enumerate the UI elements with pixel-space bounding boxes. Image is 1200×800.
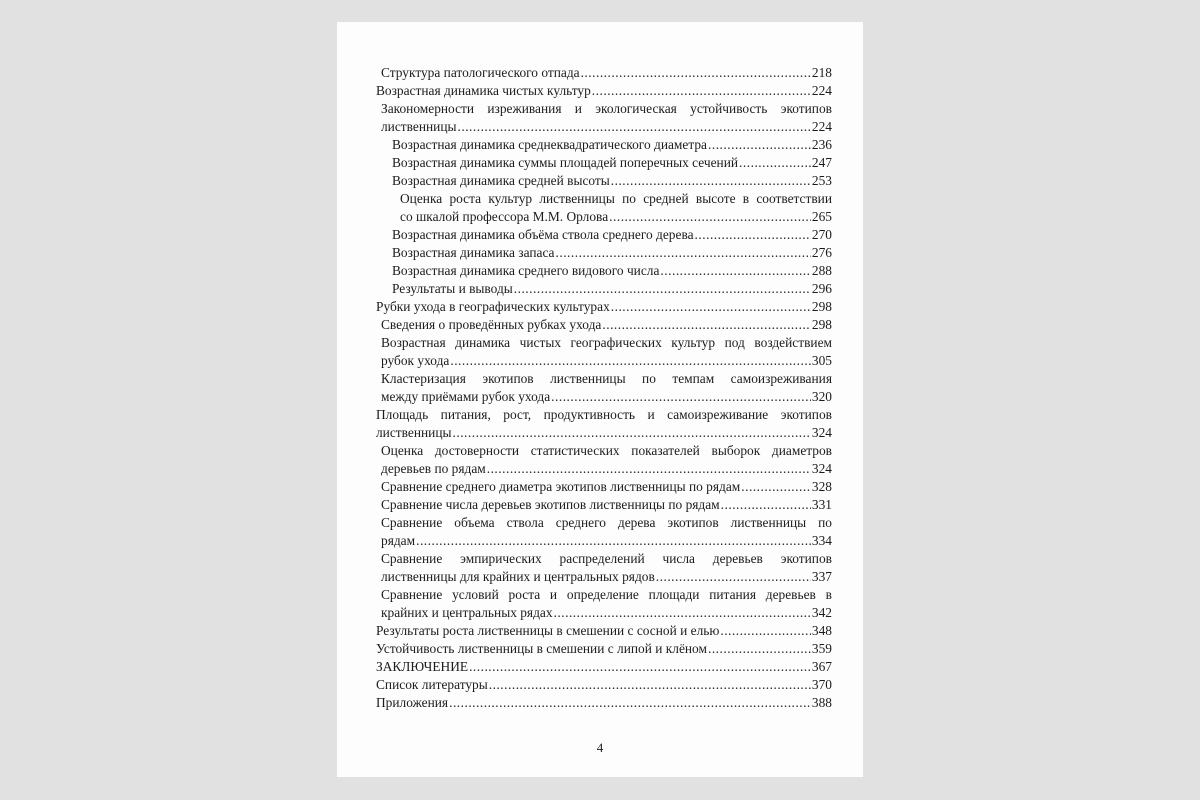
- toc-entry-line[interactable]: [381, 100, 832, 118]
- toc-page-number: 247: [811, 155, 832, 170]
- dot-leader: [708, 136, 811, 154]
- toc-entry[interactable]: [400, 208, 832, 226]
- toc-page-number: 265: [811, 209, 832, 224]
- toc-entry-title: Возрастная динамика средней высоты: [392, 173, 610, 188]
- toc-entry[interactable]: [381, 352, 832, 370]
- toc-entry-title: Площадь питания, рост, продуктивность и самоизреживание экотипов: [376, 407, 832, 422]
- toc-entry-title: Возрастная динамика чистых географических культур под воздействием: [381, 335, 832, 350]
- toc-page-number: 342: [811, 605, 832, 620]
- dot-leader: [739, 154, 811, 172]
- toc-page-number: 328: [811, 479, 832, 494]
- toc-entry-title: Возрастная динамика среднеквадратического диаметра: [392, 137, 708, 152]
- toc-entry-title: рядам: [381, 533, 416, 548]
- toc-entry-title: Сравнение среднего диаметра экотипов лиственницы по рядам: [381, 479, 741, 494]
- toc-entry[interactable]: [376, 298, 832, 316]
- toc-entry-title: между приёмами рубок ухода: [381, 389, 551, 404]
- toc-entry[interactable]: [392, 226, 832, 244]
- toc-page-number: 288: [811, 263, 832, 278]
- dot-leader: [611, 298, 811, 316]
- toc-entry-title: Возрастная динамика запаса: [392, 245, 555, 260]
- toc-entry-line[interactable]: [381, 442, 832, 460]
- dot-leader: [660, 262, 810, 280]
- toc-entry[interactable]: [381, 568, 832, 586]
- toc-page-number: 320: [811, 389, 832, 404]
- toc-entry[interactable]: [381, 532, 832, 550]
- toc-page-number: 334: [811, 533, 832, 548]
- toc-page-number: 305: [811, 353, 832, 368]
- table-of-contents: [337, 22, 863, 777]
- toc-entry-title: деревьев по рядам: [381, 461, 486, 476]
- toc-entry[interactable]: [376, 694, 832, 712]
- dot-leader: [416, 532, 811, 550]
- toc-entry-title: со шкалой профессора М.М. Орлова: [400, 209, 609, 224]
- toc-page-number: 370: [811, 677, 832, 692]
- dot-leader: [453, 424, 811, 442]
- dot-leader: [458, 118, 811, 136]
- dot-leader: [487, 460, 811, 478]
- toc-entry-title: лиственницы: [381, 119, 457, 134]
- toc-page-number: 324: [811, 461, 832, 476]
- toc-entry[interactable]: [381, 316, 832, 334]
- toc-entry-title: Возрастная динамика среднего видового числа: [392, 263, 660, 278]
- toc-entry[interactable]: [392, 244, 832, 262]
- toc-page-number: 276: [811, 245, 832, 260]
- toc-page-number: 296: [811, 281, 832, 296]
- toc-entry-title: Кластеризация экотипов лиственницы по темпам самоизреживания: [381, 371, 832, 386]
- toc-entry[interactable]: [376, 676, 832, 694]
- toc-entry[interactable]: [376, 82, 832, 100]
- toc-page-number: 324: [811, 425, 832, 440]
- toc-entry[interactable]: [376, 622, 832, 640]
- toc-page-number: 331: [811, 497, 832, 512]
- dot-leader: [581, 64, 811, 82]
- toc-entry-title: Сведения о проведённых рубках ухода: [381, 317, 602, 332]
- dot-leader: [656, 568, 811, 586]
- document-page: [337, 22, 863, 777]
- toc-entry[interactable]: [381, 460, 832, 478]
- dot-leader: [720, 622, 811, 640]
- toc-page-number: 298: [811, 299, 832, 314]
- toc-entry[interactable]: [392, 154, 832, 172]
- toc-page-number: 388: [811, 695, 832, 710]
- toc-entry-title: Рубки ухода в географических культурах: [376, 299, 610, 314]
- toc-entry[interactable]: [376, 658, 832, 676]
- toc-entry[interactable]: [381, 604, 832, 622]
- toc-page-number: 253: [811, 173, 832, 188]
- toc-entry-line[interactable]: [381, 550, 832, 568]
- toc-entry-title: Список литературы: [376, 677, 488, 692]
- toc-entry-line[interactable]: [400, 190, 832, 208]
- toc-page-number: 236: [811, 137, 832, 152]
- toc-entry[interactable]: [381, 496, 832, 514]
- toc-entry[interactable]: [376, 640, 832, 658]
- toc-entry[interactable]: [392, 172, 832, 190]
- toc-entry-title: ЗАКЛЮЧЕНИЕ: [376, 659, 469, 674]
- toc-entry[interactable]: [381, 478, 832, 496]
- toc-entry[interactable]: [392, 136, 832, 154]
- dot-leader: [556, 244, 811, 262]
- toc-entry-title: Устойчивость лиственницы в смешении с липой и клёном: [376, 641, 707, 656]
- dot-leader: [695, 226, 811, 244]
- dot-leader: [469, 658, 811, 676]
- toc-entry-title: Закономерности изреживания и экологическая устойчивость экотипов: [381, 101, 832, 116]
- toc-entry-title: Сравнение эмпирических распределений числа деревьев экотипов: [381, 551, 832, 566]
- toc-entry[interactable]: [381, 64, 832, 82]
- toc-page-number: 348: [811, 623, 832, 638]
- toc-entry-title: Возрастная динамика чистых культур: [376, 83, 591, 98]
- toc-entry-title: рубок ухода: [381, 353, 450, 368]
- toc-entry[interactable]: [381, 118, 832, 136]
- toc-entry-title: Приложения: [376, 695, 449, 710]
- toc-page-number: 367: [811, 659, 832, 674]
- toc-entry-title: крайних и центральных рядах: [381, 605, 553, 620]
- dot-leader: [449, 694, 811, 712]
- toc-entry-title: Оценка достоверности статистических показателей выборок диаметров: [381, 443, 832, 458]
- toc-entry-line[interactable]: [381, 370, 832, 388]
- toc-entry-line[interactable]: [381, 514, 832, 532]
- toc-entry-title: лиственницы для крайних и центральных рядов: [381, 569, 655, 584]
- page-number: 4: [596, 740, 604, 755]
- toc-entry-line[interactable]: [381, 586, 832, 604]
- dot-leader: [721, 496, 811, 514]
- dot-leader: [602, 316, 811, 334]
- toc-page-number: 270: [811, 227, 832, 242]
- toc-entry[interactable]: [392, 280, 832, 298]
- toc-entry[interactable]: [376, 424, 832, 442]
- dot-leader: [554, 604, 811, 622]
- dot-leader: [741, 478, 811, 496]
- dot-leader: [592, 82, 811, 100]
- toc-entry-title: лиственницы: [376, 425, 452, 440]
- toc-page-number: 298: [811, 317, 832, 332]
- dot-leader: [611, 172, 811, 190]
- toc-entry-title: Возрастная динамика объёма ствола среднего дерева: [392, 227, 694, 242]
- toc-entry-title: Сравнение числа деревьев экотипов лиственницы по рядам: [381, 497, 720, 512]
- dot-leader: [551, 388, 811, 406]
- dot-leader: [489, 676, 811, 694]
- toc-entry-title: Сравнение условий роста и определение площади питания деревьев в: [381, 587, 832, 602]
- dot-leader: [450, 352, 811, 370]
- toc-page-number: 218: [811, 65, 832, 80]
- toc-page-number: 359: [811, 641, 832, 656]
- toc-entry-title: Оценка роста культур лиственницы по средней высоте в соответствии: [400, 191, 832, 206]
- dot-leader: [708, 640, 811, 658]
- dot-leader: [514, 280, 811, 298]
- toc-entry[interactable]: [381, 388, 832, 406]
- toc-page-number: 224: [811, 83, 832, 98]
- dot-leader: [609, 208, 811, 226]
- toc-entry[interactable]: [392, 262, 832, 280]
- toc-page-number: 224: [811, 119, 832, 134]
- toc-entry-line[interactable]: [376, 406, 832, 424]
- toc-entry-title: Результаты роста лиственницы в смешении с сосной и елью: [376, 623, 720, 638]
- toc-entry-title: Результаты и выводы: [392, 281, 513, 296]
- toc-entry-title: Сравнение объема ствола среднего дерева экотипов лиственницы по: [381, 515, 832, 530]
- toc-entry-title: Возрастная динамика суммы площадей поперечных сечений: [392, 155, 739, 170]
- toc-entry-title: Структура патологического отпада: [381, 65, 580, 80]
- toc-entry-line[interactable]: [381, 334, 832, 352]
- toc-page-number: 337: [811, 569, 832, 584]
